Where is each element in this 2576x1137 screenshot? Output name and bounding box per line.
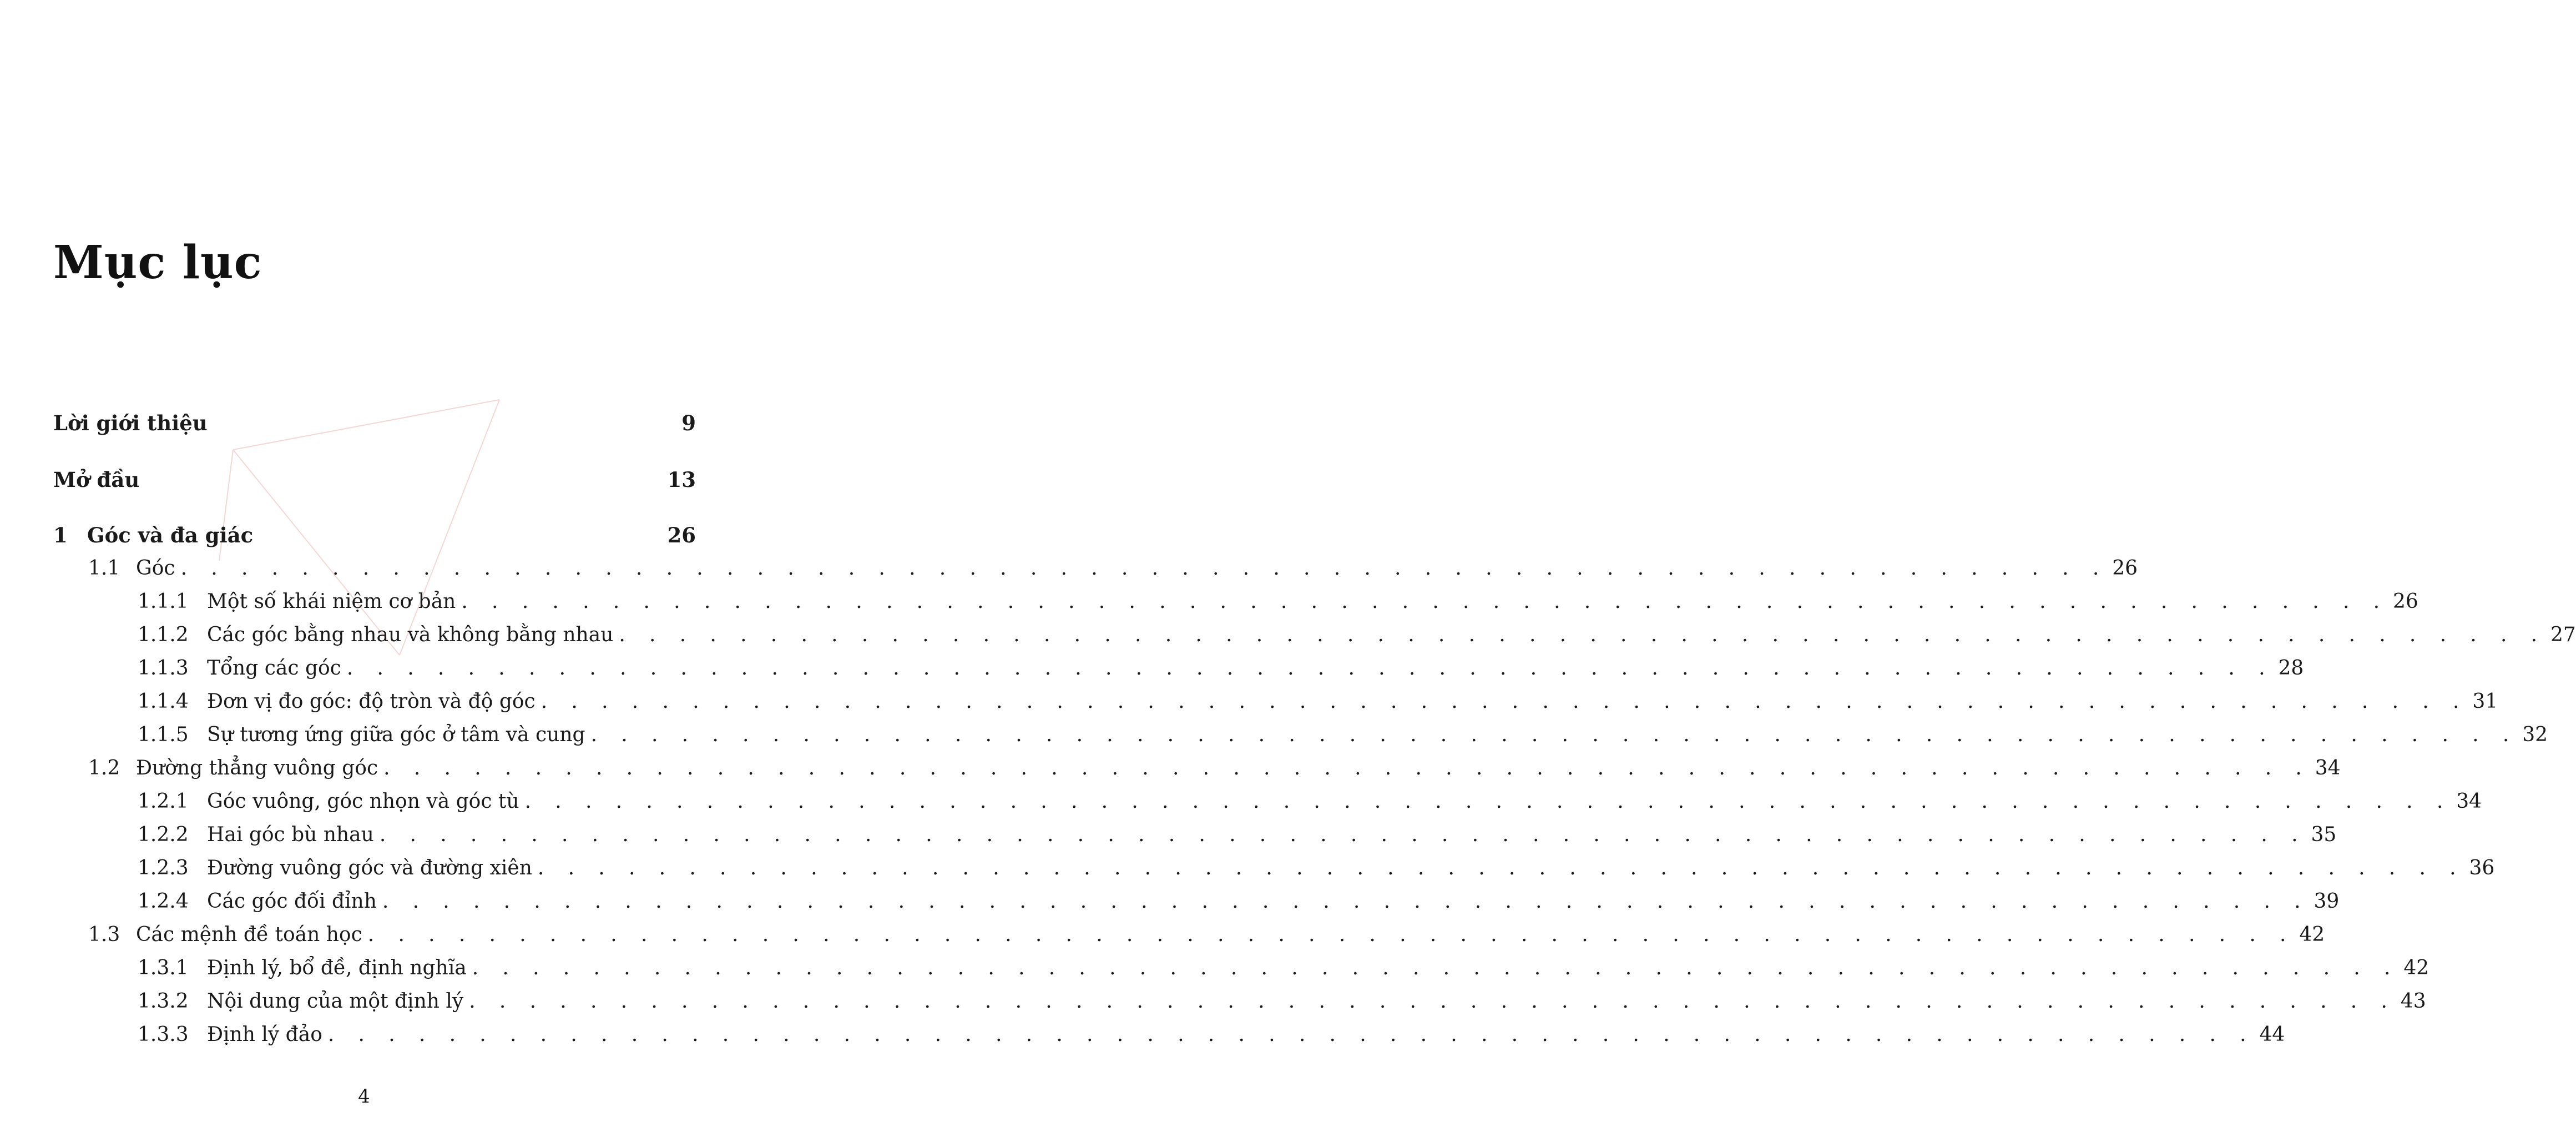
toc-subsection-entry (53, 623, 2576, 647)
toc-subsection-entry (53, 723, 2548, 747)
toc-entry-label: Sự tương ứng giữa góc ở tâm và cung (207, 723, 585, 746)
toc-entry-label: Mở đầu (53, 467, 140, 492)
toc-subsection-entry (53, 789, 2482, 814)
toc-page-number: 13 (667, 467, 696, 492)
toc-entry-label: Góc (136, 557, 175, 580)
dot-leader: . . . . . . . . . . . . . . . . . . . . . . . . . . . . . . . . . . . . . . . . . . . . . . . . . . . . . . . . . . . . . . . . (619, 623, 2546, 646)
toc-subsection-entry (53, 889, 2340, 914)
toc-subsection-number: 1.1.5 (138, 723, 189, 746)
toc-entry-label: Định lý, bổ đề, định nghĩa (207, 957, 467, 979)
toc-page-number: 44 (2259, 1023, 2285, 1046)
toc-page-number: 26 (2392, 590, 2418, 613)
dot-leader: . . . . . . . . . . . . . . . . . . . . . . . . . . . . . . . . . . . . . . . . . . . . . . . . . . . . . . . . . . . . . . . . (537, 857, 2465, 879)
page-title: Mục lục (53, 236, 262, 289)
toc-subsection-number: 1.2.3 (138, 857, 189, 879)
toc-page-number: 39 (2314, 890, 2340, 913)
toc-subsection-number: 1.3.1 (138, 957, 189, 979)
toc-subsection-number: 1.2.4 (138, 890, 189, 913)
dot-leader: . . . . . . . . . . . . . . . . . . . . . . . . . . . . . . . . . . . . . . . . . . . . . . . . . . . . . . . . . . . . . . . . (472, 957, 2400, 979)
toc-page-number: 35 (2311, 823, 2337, 846)
dot-leader: . . . . . . . . . . . . . . . . . . . . . . . . . . . . . . . . . . . . . . . . . . . . . . . . . . . . . . . . . . . . . . . . (327, 1023, 2255, 1046)
toc-subsection-entry (53, 956, 2429, 980)
toc-entry-label: Tổng các góc (207, 657, 341, 680)
toc-subsection-number: 1.3.2 (138, 990, 189, 1013)
toc-subsection-entry (53, 690, 2498, 714)
toc-entry-label: Góc vuông, góc nhọn và góc tù (207, 790, 519, 813)
toc-subsection-entry (53, 1023, 2285, 1047)
toc-entry-label: Một số khái niệm cơ bản (207, 590, 456, 613)
toc-subsection-number: 1.1.3 (138, 657, 189, 680)
dot-leader: . . . . . . . . . . . . . . . . . . . . . . . . . . . . . . . . . . . . . . . . . . . . . . . . . . . . . . . . . . . . . . . . (379, 823, 2307, 846)
dot-leader: . . . . . . . . . . . . . . . . . . . . . . . . . . . . . . . . . . . . . . . . . . . . . . . . . . . . . . . . . . . . . . . . (382, 890, 2310, 913)
toc-page-number: 9 (681, 411, 696, 435)
toc-page-number: 34 (2456, 790, 2482, 813)
toc-subsection-number: 1.1.4 (138, 690, 189, 713)
toc-page-number: 42 (2299, 923, 2325, 946)
toc-front-entry (53, 467, 696, 492)
toc-entry-label: Các góc đối đỉnh (207, 890, 377, 913)
dot-leader: . . . . . . . . . . . . . . . . . . . . . . . . . . . . . . . . . . . . . . . . . . . . . . . . . . . . . . . . . . . . . . . . (590, 723, 2518, 746)
toc-page-number: 27 (2550, 623, 2576, 646)
toc-subsection-entry (53, 656, 2304, 681)
toc-subsection-entry (53, 856, 2495, 881)
toc-subsection-entry (53, 590, 2418, 614)
toc-entry-label: Đường vuông góc và đường xiên (207, 857, 532, 879)
toc-page-number: 32 (2522, 723, 2548, 746)
toc-section-number: 1.2 (88, 757, 120, 779)
toc-section-number: 1.3 (88, 923, 120, 946)
dot-leader: . . . . . . . . . . . . . . . . . . . . . . . . . . . . . . . . . . . . . . . . . . . . . . . . . . . . . . . . . . . . . . . . (367, 923, 2295, 946)
toc-subsection-entry (53, 989, 2426, 1014)
toc-page-number: 26 (667, 523, 696, 547)
toc-subsection-number: 1.1.2 (138, 623, 189, 646)
toc-page-number: 31 (2472, 690, 2498, 713)
toc-entry-label: Các góc bằng nhau và không bằng nhau (207, 623, 614, 646)
dot-leader: . . . . . . . . . . . . . . . . . . . . . . . . . . . . . . . . . . . . . . . . . . . . . . . . . . . . . . . . . . . . . . . . (346, 657, 2274, 680)
toc-entry-label: Định lý đảo (207, 1023, 322, 1046)
toc-subsection-number: 1.1.1 (138, 590, 189, 613)
dot-leader: . . . . . . . . . . . . . . . . . . . . . . . . . . . . . . . . . . . . . . . . . . . . . . . . . . . . . . . . . . . . . . . . (541, 690, 2468, 713)
toc-entry-label: Lời giới thiệu (53, 411, 208, 435)
toc-subsection-number: 1.2.1 (138, 790, 189, 813)
toc-section-entry (53, 923, 2325, 947)
toc-page-number: 34 (2315, 757, 2341, 779)
dot-leader: . . . . . . . . . . . . . . . . . . . . . . . . . . . . . . . . . . . . . . . . . . . . . . . . . . . . . . . . . . . . . . . . (524, 790, 2452, 813)
toc-subsection-entry (53, 823, 2337, 847)
toc-front-entry (53, 411, 696, 435)
toc-entry-label: Đường thẳng vuông góc (136, 757, 378, 779)
toc-subsection-number: 1.3.3 (138, 1023, 189, 1046)
toc-section-entry (53, 556, 2138, 581)
toc-subsection-number: 1.2.2 (138, 823, 189, 846)
page-number: 4 (358, 1085, 370, 1108)
toc-page-number: 42 (2403, 957, 2429, 979)
dot-leader: . . . . . . . . . . . . . . . . . . . . . . . . . . . . . . . . . . . . . . . . . . . . . . . . . . . . . . . . . . . . . . . . (383, 757, 2311, 779)
toc-page-number: 43 (2400, 990, 2426, 1013)
dot-leader: . . . . . . . . . . . . . . . . . . . . . . . . . . . . . . . . . . . . . . . . . . . . . . . . . . . . . . . . . . . . . . . . (461, 590, 2388, 613)
toc-page-number: 36 (2469, 857, 2495, 879)
toc-page-number: 28 (2278, 657, 2304, 680)
toc-entry-label: Đơn vị đo góc: độ tròn và độ góc (207, 690, 536, 713)
toc-entry-label: Hai góc bù nhau (207, 823, 374, 846)
toc-entry-label: Góc và đa giác (87, 523, 254, 547)
toc-entry-label: Nội dung của một định lý (207, 990, 464, 1013)
toc-chapter-entry (53, 523, 696, 547)
dot-leader: . . . . . . . . . . . . . . . . . . . . . . . . . . . . . . . . . . . . . . . . . . . . . . . . . . . . . . . . . . . . . . . . (469, 990, 2396, 1013)
toc-entry-label: Các mệnh đề toán học (136, 923, 362, 946)
toc-page-number: 26 (2112, 557, 2138, 580)
toc-section-number: 1.1 (88, 557, 120, 580)
dot-leader: . . . . . . . . . . . . . . . . . . . . . . . . . . . . . . . . . . . . . . . . . . . . . . . . . . . . . . . . . . . . . . . . (180, 557, 2108, 580)
toc-section-entry (53, 756, 2341, 781)
toc-chapter-number: 1 (53, 523, 68, 547)
